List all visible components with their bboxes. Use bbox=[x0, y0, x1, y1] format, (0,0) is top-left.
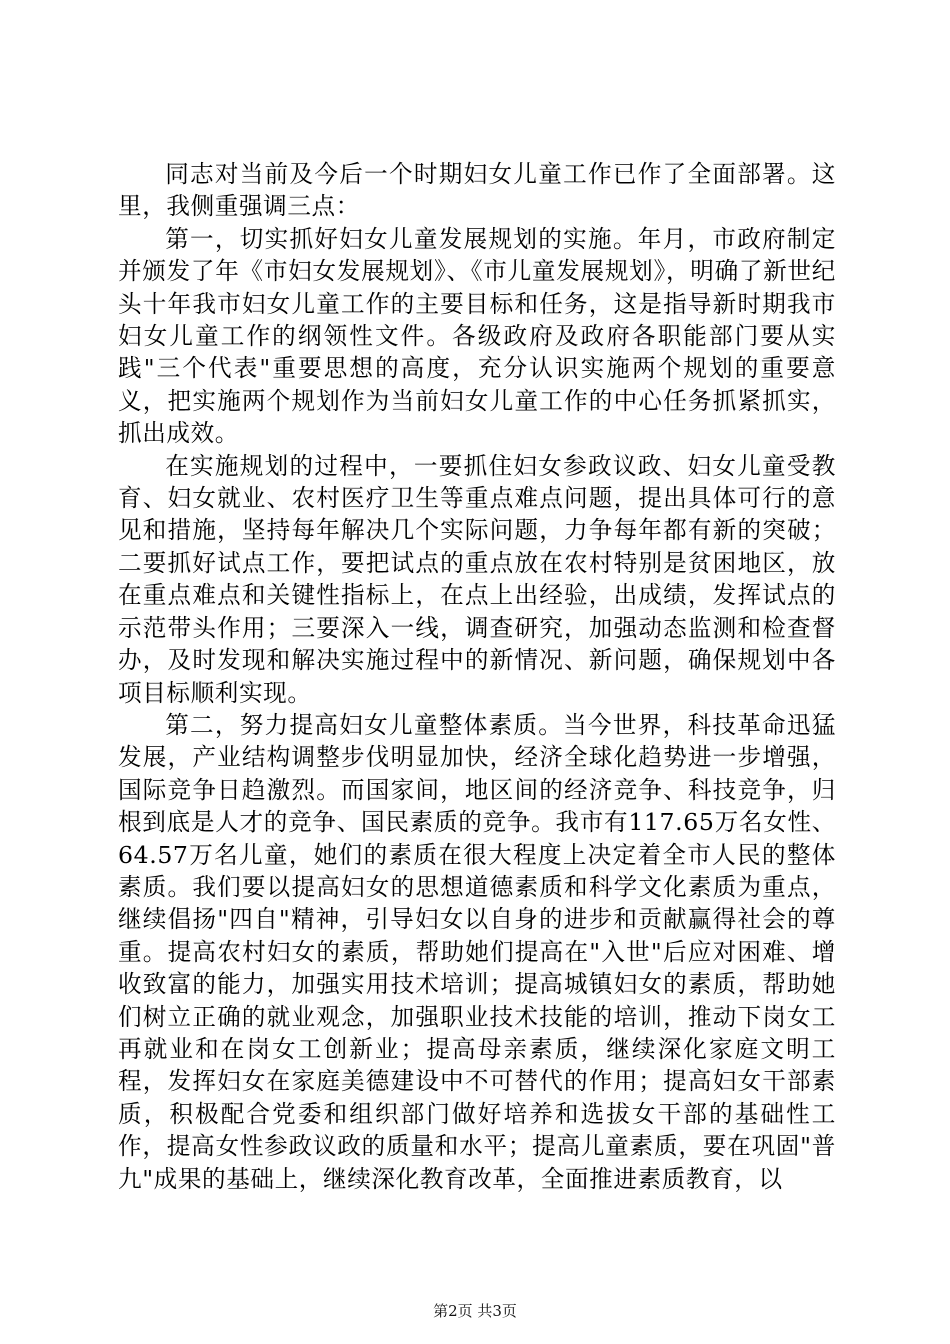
paragraph-point-two: 第二，努力提高妇女儿童整体素质。当今世界，科技革命迅猛发展，产业结构调整步伐明显加快，经济全球化趋势进一步增强，国际竞争日趋激烈。而国家间，地区间的经济竞争、科技竞争，归根到底是人才的竞争、国民素质的竞争。我市有117.65万名女性、64.57万名儿童，她们的素质在很大程度上决定着全市人民的整体素质。我们要以提高妇女的思想道德素质和科学文化素质为重点，继续倡扬"四自"精神，引导妇女以自身的进步和贡献赢得社会的尊重。提高农村妇女的素质，帮助她们提高在"入世"后应对困难、增收致富的能力，加强实用技术培训；提高城镇妇女的素质，帮助她们树立正确的就业观念，加强职业技术技能的培训，推动下岗女工再就业和在岗女工创新业；提高母亲素质，继续深化家庭文明工程，发挥妇女在家庭美德建设中不可替代的作用；提高妇女干部素质，积极配合党委和组织部门做好培养和选拔女干部的基础性工作，提高女性参政议政的质量和水平；提高儿童素质，要在巩固"普九"成果的基础上，继续深化教育改革，全面推进素质教育，以 bbox=[118, 710, 836, 1193]
document-body bbox=[118, 158, 836, 1195]
paragraph-implementation: 在实施规划的过程中，一要抓住妇女参政议政、妇女儿童受教育、妇女就业、农村医疗卫生等重点难点问题，提出具体可行的意见和措施，坚持每年解决几个实际问题，力争每年都有新的突破；二要抓好试点工作，要把试点的重点放在农村特别是贫困地区，放在重点难点和关键性指标上，在点上出经验，出成绩，发挥试点的示范带头作用；三要深入一线，调查研究，加强动态监测和检查督办，及时发现和解决实施过程中的新情况、新问题，确保规划中各项目标顺利实现。 bbox=[118, 451, 836, 707]
paragraph-intro: 同志对当前及今后一个时期妇女儿童工作已作了全面部署。这里，我侧重强调三点： bbox=[118, 160, 836, 221]
paragraph-point-one: 第一，切实抓好妇女儿童发展规划的实施。年月，市政府制定并颁发了年《市妇女发展规划》、《市儿童发展规划》，明确了新世纪头十年我市妇女儿童工作的主要目标和任务，这是指导新时期我市妇女儿童工作的纲领性文件。各级政府及政府各职能部门要从实践"三个代表"重要思想的高度，充分认识实施两个规划的重要意义，把实施两个规划作为当前妇女儿童工作的中心任务抓紧抓实，抓出成效。 bbox=[118, 224, 836, 448]
page-number-footer: 第2页 共3页 bbox=[433, 1302, 517, 1320]
